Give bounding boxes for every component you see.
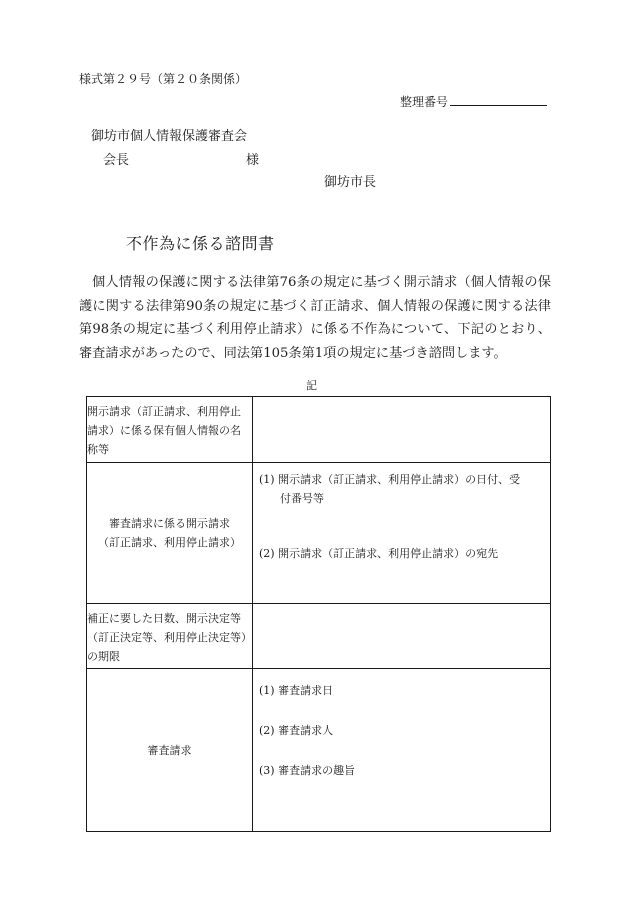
document-title: 不作為に係る諮問書 bbox=[126, 234, 275, 253]
addressee-position: 会長 bbox=[103, 153, 130, 168]
table-row-deadline bbox=[87, 604, 551, 669]
value-disclosure-request bbox=[253, 463, 551, 604]
label-info-name bbox=[87, 397, 253, 463]
value-info-name bbox=[253, 397, 551, 463]
label-disclosure-request-line2: （訂正請求、利用停止請求） bbox=[98, 536, 241, 549]
form-number: 様式第２９号（第２０条関係） bbox=[79, 72, 248, 86]
review-item-2: (2) 審査請求人 bbox=[259, 724, 334, 737]
label-deadline-text: 補正に要した日数、開示決定等（訂正決定等、利用停止決定等）の期限 bbox=[87, 612, 247, 663]
reference-number-label: 整理番号 bbox=[400, 95, 449, 109]
label-disclosure-request-line1: 審査請求に係る開示請求 bbox=[109, 517, 230, 530]
details-table bbox=[86, 396, 551, 832]
reference-number-blank bbox=[450, 94, 547, 106]
table-row-disclosure-request bbox=[87, 463, 551, 604]
table-row-info-name bbox=[87, 397, 551, 463]
body-paragraph: 個人情報の保護に関する法律第76条の規定に基づく開示請求（個人情報の保護に関する法律第90条の規定に基づく訂正請求、個人情報の保護に関する法律第98条の規定に基づく利用停止請求）に係る不作為について、下記のとおり、審査請求があったので、同法第105条第1項の規定に基づき諮問します。 bbox=[79, 275, 551, 361]
ki-heading: 記 bbox=[306, 379, 317, 392]
label-review-request-text: 審査請求 bbox=[147, 743, 192, 757]
addressee-honorific: 様 bbox=[246, 153, 260, 168]
sender: 御坊市長 bbox=[324, 175, 377, 190]
reference-number-field bbox=[400, 93, 547, 110]
value-deadline bbox=[253, 604, 551, 669]
table-row-review-request bbox=[87, 669, 551, 832]
disclosure-item-1 bbox=[253, 470, 550, 508]
review-item-3: (3) 審査請求の趣旨 bbox=[259, 764, 356, 777]
label-disclosure-request bbox=[87, 463, 253, 604]
label-info-name-text: 開示請求（訂正請求、利用停止請求）に係る保有個人情報の名称等 bbox=[87, 405, 241, 456]
review-item-1: (1) 審査請求日 bbox=[259, 684, 334, 697]
disclosure-item-2: (2) 開示請求（訂正請求、利用停止請求）の宛先 bbox=[259, 547, 499, 560]
disclosure-item-1-line1: (1) 開示請求（訂正請求、利用停止請求）の日付、受 bbox=[259, 473, 521, 486]
addressee-organization: 御坊市個人情報保護審査会 bbox=[91, 129, 248, 144]
label-deadline bbox=[87, 604, 253, 669]
disclosure-item-1-line2: 付番号等 bbox=[280, 492, 324, 505]
value-review-request bbox=[253, 669, 551, 832]
label-review-request bbox=[87, 669, 253, 832]
